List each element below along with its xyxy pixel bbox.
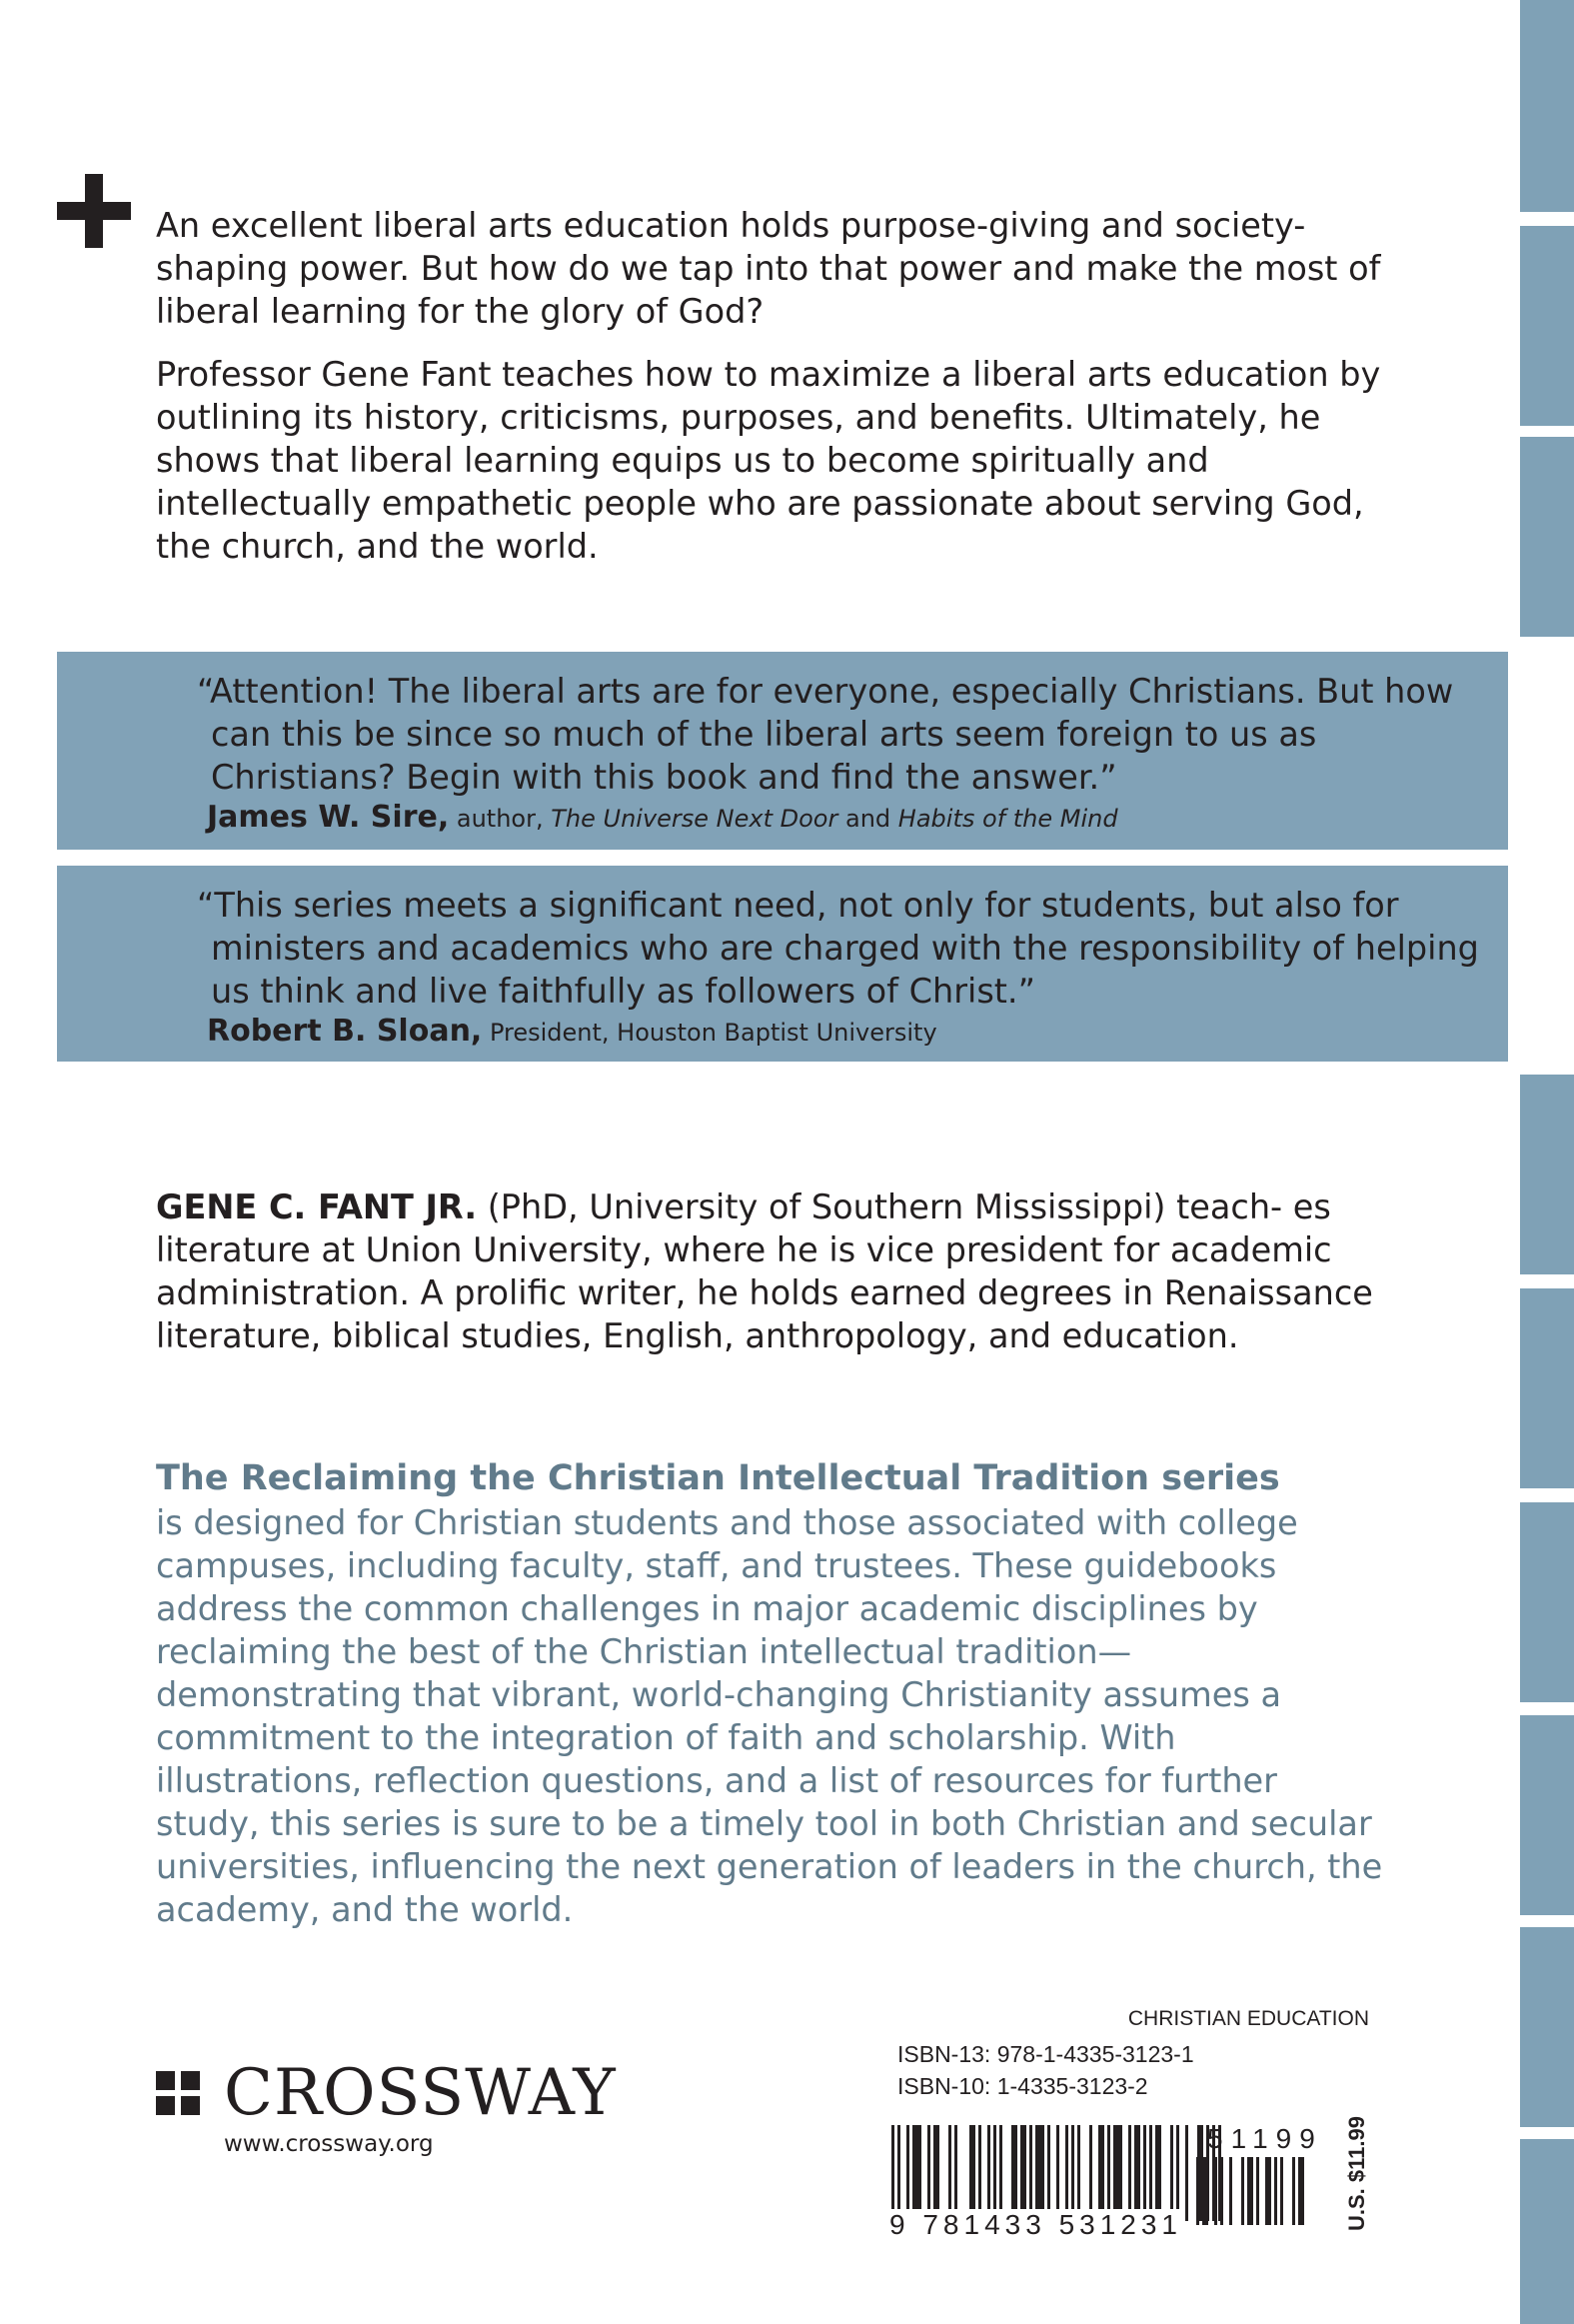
barcode-bar (927, 2125, 930, 2221)
book-category: CHRISTIAN EDUCATION (1127, 2007, 1369, 2030)
author-bio (156, 1185, 1385, 1357)
barcode-bar (1185, 2125, 1188, 2221)
price-label: U.S. $11.99 (1344, 2116, 1369, 2231)
barcode-bar (1220, 2157, 1223, 2225)
barcode-bar (1229, 2157, 1232, 2225)
plus-icon (57, 174, 131, 248)
endorsement-quote: “This series meets a significant need, not only for students, but also for ministers and academics who are charged with the responsibility of helping us think and live faithfully as followers of Christ.” (197, 886, 1479, 1011)
edge-stripe-segment (1520, 0, 1574, 212)
barcode-bar (1247, 2157, 1253, 2225)
barcode-bar (1202, 2157, 1208, 2225)
barcode-bar (1214, 2157, 1217, 2225)
barcode-bar (891, 2125, 894, 2221)
edge-stripe-segment (1520, 1927, 1574, 2127)
barcode-bar (1292, 2157, 1295, 2225)
endorsement-band (57, 652, 1508, 850)
barcode-bar (954, 2125, 957, 2221)
barcode-bar (1128, 2125, 1131, 2221)
barcode-bar (933, 2125, 939, 2221)
barcode-bar (1196, 2157, 1199, 2225)
barcode-bar (1113, 2125, 1122, 2221)
barcode-bar (1143, 2125, 1146, 2221)
author-name: GENE C. FANT JR. (156, 1187, 478, 1226)
book-description (156, 204, 1385, 588)
barcode-bar (999, 2125, 1002, 2221)
endorsement-quote: “Attention! The liberal arts are for everyone, especially Christians. But how can this be since so much of the liberal arts seem foreign to us as Christians? Begin with this book and find the answer.” (197, 672, 1454, 797)
description-paragraph: An excellent liberal arts education holds purpose-giving and society-shaping power. But how do we tap into that power and make the most of liberal learning for the glory of God? (156, 206, 1381, 331)
endorsement-attribution (207, 801, 1508, 836)
barcode-bar (987, 2125, 990, 2221)
description-paragraph: Professor Gene Fant teaches how to maximize a liberal arts education by outlining its history, criticisms, purposes, and benefits. Ultimately, he shows that liberal learning equips us to become spiritually and intellectually empathetic people who are passionate about serving God, the church, and the world. (156, 355, 1381, 566)
barcode-bar (1256, 2157, 1259, 2225)
barcode-bar (906, 2125, 909, 2221)
edge-stripe (1520, 0, 1574, 2324)
barcode-bar (1098, 2125, 1104, 2221)
barcode-bar (948, 2125, 951, 2221)
barcode-bar (1077, 2125, 1080, 2221)
barcode-bar (1029, 2125, 1032, 2221)
endorser-work: The Universe Next Door (551, 805, 838, 833)
author-bio-text: (PhD, University of Southern Mississippi) teach- es literature at Union University, where he is vice president for academic administration. A prolific writer, he holds earned degrees in Renaissance literature, biblical studies, English, anthropology, and education. (156, 1187, 1373, 1355)
barcode-bar (1107, 2125, 1110, 2221)
publisher-name: CROSSWAY (224, 2056, 617, 2130)
isbn-13: ISBN-13: 978-1-4335-3123-1 (897, 2041, 1194, 2067)
barcode-bar (1071, 2125, 1074, 2221)
edge-stripe-segment (1520, 226, 1574, 426)
endorsement-attribution (207, 1015, 1508, 1050)
endorsement-band (57, 866, 1508, 1062)
barcode-bar (993, 2125, 996, 2221)
barcode-bar (1056, 2125, 1059, 2221)
edge-stripe-segment (1520, 1288, 1574, 1488)
endorser-role: President, Houston Baptist University (489, 1019, 937, 1047)
edge-stripe-segment (1520, 1715, 1574, 1915)
series-description (156, 1455, 1385, 1931)
barcode-bar (1155, 2125, 1161, 2221)
barcode-bar (1149, 2125, 1152, 2221)
barcode-bar (1170, 2125, 1173, 2221)
barcode-bar (1065, 2125, 1068, 2221)
barcode-digits: 9 781433 531231 (889, 2209, 1182, 2240)
barcode-bar (1035, 2125, 1044, 2221)
barcode-bar (1274, 2157, 1277, 2225)
barcode-bar (1011, 2125, 1017, 2221)
barcode-bar (978, 2125, 981, 2221)
publisher-url[interactable]: www.crossway.org (224, 2131, 434, 2157)
isbn-10: ISBN-10: 1-4335-3123-2 (897, 2073, 1148, 2099)
barcode-bar (969, 2125, 975, 2221)
endorser-joiner: and (845, 805, 891, 833)
barcode-bar (1265, 2157, 1271, 2225)
series-title: The Reclaiming the Christian Intellectual Tradition series (156, 1458, 1280, 1498)
barcode-bar (912, 2125, 921, 2221)
edge-stripe-segment (1520, 1502, 1574, 1702)
endorser-name: James W. Sire, (207, 800, 450, 835)
barcode-bar (1134, 2125, 1140, 2221)
barcode-bar (1280, 2157, 1283, 2225)
barcode-bar (1176, 2125, 1179, 2221)
barcode-bar (1298, 2157, 1304, 2225)
edge-stripe-segment (1520, 2139, 1574, 2324)
endorser-work: Habits of the Mind (897, 805, 1118, 833)
edge-stripe-segment (1520, 437, 1574, 637)
barcode-bar (897, 2125, 900, 2221)
barcode-bar (1089, 2125, 1092, 2221)
endorser-role: author, (456, 805, 544, 833)
crossway-squares-icon (156, 2071, 200, 2115)
barcode-bar (1020, 2125, 1026, 2221)
edge-stripe-segment (1520, 1075, 1574, 1274)
series-body: is designed for Christian students and those associated with college campuses, including faculty, staff, and trustees. These guidebooks address the common challenges in major academic disciplines by reclaiming the best of the Christian intellectual tradition— demonstrating that vibrant, world-changing Christianity assumes a commitment to the integration of faith and scholarship. With illustrations, reflection questions, and a list of resources for further study, this series is sure to be a timely tool in both Christian and secular universities, influencing the next generation of leaders in the church, the academy, and the world. (156, 1503, 1383, 1929)
endorser-name: Robert B. Sloan, (207, 1014, 483, 1049)
barcode-supplement-digits: 51199 (1207, 2123, 1323, 2154)
barcode-bar (1241, 2157, 1244, 2225)
barcode-bar (1047, 2125, 1050, 2221)
